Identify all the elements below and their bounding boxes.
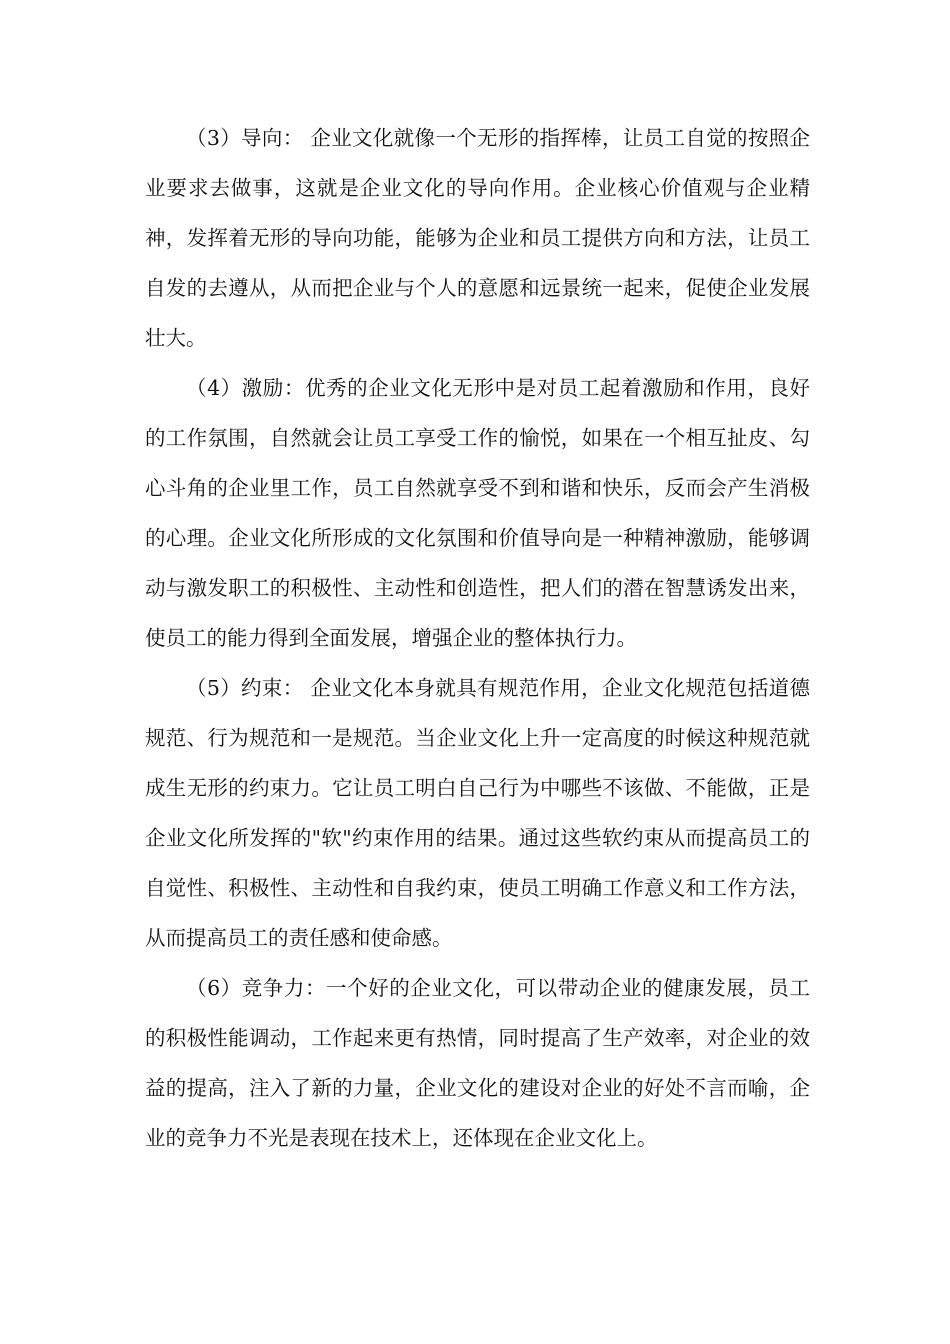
paragraph-motivation: （4）激励：优秀的企业文化无形中是对员工起着激励和作用，良好的工作氛围，自然就会让员工享受工作的愉悦，如果在一个相互扯皮、勾心斗角的企业里工作，员工自然就享受不到和谐和快乐，反而会产生消极的心理。企业文化所形成的文化氛围和价值导向是一种精神激励，能够调动与激发职工的积极性、主动性和创造性，把人们的潜在智慧诱发出来，使员工的能力得到全面发展，增强企业的整体执行力。 [145, 376, 810, 650]
paragraph-guidance: （3）导向： 企业文化就像一个无形的指挥棒，让员工自觉的按照企业要求去做事，这就是企业文化的导向作用。企业核心价值观与企业精神，发挥着无形的导向功能，能够为企业和员工提供方向和方法，让员工自发的去遵从，从而把企业与个人的意愿和远景统一起来，促使企业发展壮大。 [145, 126, 810, 350]
document-body [145, 113, 810, 1163]
paragraph-competitiveness: （6）竞争力：一个好的企业文化，可以带动企业的健康发展，员工的积极性能调动，工作起来更有热情，同时提高了生产效率，对企业的效益的提高，注入了新的力量，企业文化的建设对企业的好处不言而喻，企业的竞争力不光是表现在技术上，还体现在企业文化上。 [145, 976, 810, 1150]
paragraph-constraint: （5）约束： 企业文化本身就具有规范作用，企业文化规范包括道德规范、行为规范和一是规范。当企业文化上升一定高度的时候这种规范就成生无形的约束力。它让员工明白自己行为中哪些不该做、不能做，正是企业文化所发挥的"软"约束作用的结果。通过这些软约束从而提高员工的自觉性、积极性、主动性和自我约束，使员工明确工作意义和工作方法，从而提高员工的责任感和使命感。 [145, 676, 810, 950]
